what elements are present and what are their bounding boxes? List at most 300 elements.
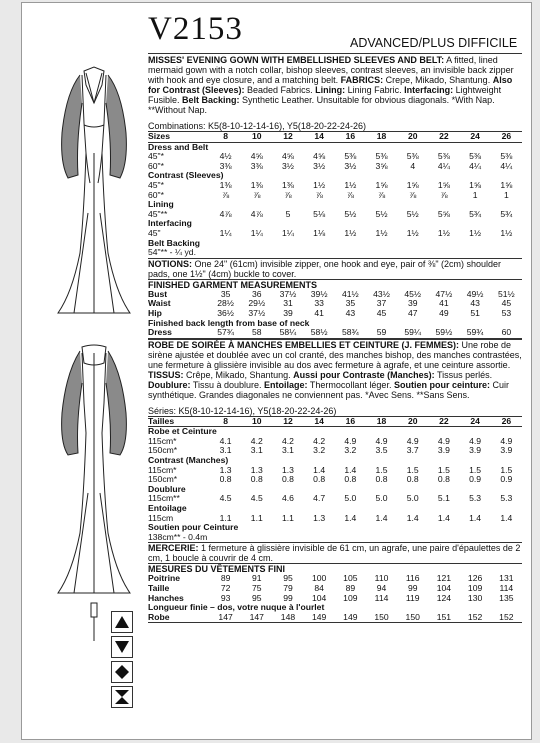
- table-row: [148, 328, 522, 338]
- section-label: Dress and Belt: [148, 141, 209, 152]
- value-cell: 41: [439, 298, 449, 309]
- value-cell: 0.8: [437, 474, 450, 485]
- value-cell: 4.9: [437, 435, 450, 446]
- table-row: [148, 229, 522, 239]
- value-cell: 5⅜: [469, 151, 482, 162]
- value-cell: 5⅜: [375, 151, 388, 162]
- value-cell: 3⅝: [375, 160, 388, 171]
- yardage-table-french: [148, 416, 522, 543]
- value-cell: 35: [220, 288, 231, 299]
- value-cell: 57¾: [210, 328, 241, 338]
- row-label: 138cm** - 0.4m: [148, 531, 208, 542]
- value-cell: 3.1: [219, 445, 232, 456]
- back-view-illustration: [58, 345, 130, 593]
- value-cell: 4.6: [281, 493, 294, 504]
- section-label: Soutien pour Ceinture: [148, 522, 239, 533]
- value-cell: 49: [439, 307, 449, 318]
- value-cell: 1½: [344, 227, 357, 238]
- value-cell: 49½: [466, 288, 484, 299]
- value-cell: 3.1: [250, 445, 263, 456]
- section-row: [148, 171, 522, 181]
- value-cell: 5.3: [469, 493, 482, 504]
- value-cell: ⅞: [440, 189, 448, 200]
- value-cell: 5⅜: [406, 151, 419, 162]
- value-cell: 1.3: [281, 464, 294, 475]
- value-cell: 152: [491, 613, 522, 623]
- value-cell: 45: [376, 307, 387, 318]
- value-cell: 3⅜: [219, 160, 232, 171]
- value-cell: 124: [436, 592, 452, 603]
- value-cell: 39: [283, 307, 293, 318]
- value-cell: 3.7: [406, 445, 419, 456]
- section-label: Doublure: [148, 483, 186, 494]
- value-cell: 41½: [341, 288, 359, 299]
- value-cell: 126: [467, 573, 483, 584]
- table-row: [148, 152, 522, 162]
- value-cell: 150: [366, 613, 397, 623]
- row-label: 115cm**: [148, 493, 180, 504]
- triangle-down-icon: [111, 636, 133, 658]
- value-cell: 84: [314, 583, 324, 593]
- value-cell: 4⅝: [313, 151, 326, 162]
- value-cell: 3.2: [313, 445, 326, 456]
- value-cell: 105: [343, 573, 358, 584]
- section-label: Lining: [148, 199, 174, 210]
- value-cell: 5½: [375, 208, 388, 219]
- value-cell: 1½: [469, 227, 482, 238]
- value-cell: 59: [366, 328, 397, 338]
- column-header: 22: [428, 416, 459, 427]
- value-cell: 4⅞: [219, 208, 232, 219]
- value-cell: 3.1: [281, 445, 294, 456]
- value-cell: 1.4: [344, 512, 357, 523]
- value-cell: 53: [501, 307, 512, 318]
- value-cell: ⅞: [409, 189, 417, 200]
- value-cell: 5.0: [375, 493, 388, 504]
- value-cell: 1.1: [281, 512, 294, 523]
- value-cell: 43½: [373, 288, 390, 299]
- value-cell: 3.5: [375, 445, 388, 456]
- column-header: Tailles: [148, 416, 210, 427]
- section-label: Contrast (Sleeves): [148, 170, 224, 181]
- column-header: 16: [335, 416, 366, 427]
- value-cell: 0.9: [469, 474, 482, 485]
- value-cell: 58¼: [272, 328, 303, 338]
- value-cell: 110: [374, 573, 389, 584]
- value-cell: 1½: [313, 179, 326, 190]
- column-header: 24: [460, 132, 491, 143]
- value-cell: 0.9: [500, 474, 513, 485]
- value-cell: 0.8: [219, 474, 232, 485]
- value-cell: 1⅜: [219, 179, 232, 190]
- section-row: [148, 427, 522, 437]
- value-cell: 59¾: [460, 328, 491, 338]
- value-cell: 4.5: [250, 493, 263, 504]
- table-row: [148, 248, 522, 258]
- value-cell: 59½: [428, 328, 459, 338]
- value-cell: 1⅝: [406, 179, 419, 190]
- table-row: [148, 437, 522, 447]
- value-cell: 58¾: [335, 328, 366, 338]
- value-cell: ⅞: [315, 189, 323, 200]
- section-label: Longueur finie – dos, votre nuque à l'ourlet: [148, 602, 325, 613]
- value-cell: 4.9: [500, 435, 513, 446]
- mesures-title: MESURES DU VÊTEMENTS FINI: [148, 563, 522, 574]
- english-description: MISSES' EVENING GOWN WITH EMBELLISHED SLEEVES AND BELT: A fitted, lined mermaid gown with a notch collar, bishop sleeves, contrast sleeves, an invisible back zipper with hook and eye closure, and a matching belt. FABRICS: Crepe, Mikado, Shantung. Also for Contrast (Sleeves): Beaded Fabrics. Lining: Lining Fabric. Interfacing: Lightweight Fusible. Belt Backing: Synthetic Leather. Unsuitable for obvious diagonals. *With Nap. **Without Nap.: [148, 55, 514, 115]
- value-cell: 5.1: [437, 493, 450, 504]
- front-view-illustration: [58, 67, 130, 313]
- value-cell: 150: [397, 613, 428, 623]
- value-cell: 47: [407, 307, 418, 318]
- column-header: 24: [460, 416, 491, 427]
- value-cell: 75: [252, 583, 262, 593]
- section-row: [148, 485, 522, 495]
- value-cell: 0.8: [375, 474, 388, 485]
- value-cell: 29½: [248, 298, 266, 309]
- value-cell: 47½: [435, 288, 453, 299]
- value-cell: 131: [499, 573, 514, 584]
- value-cell: 1⅝: [437, 179, 450, 190]
- value-cell: 5: [285, 208, 291, 219]
- row-label: 54"** - ¼ yd.: [148, 247, 196, 258]
- value-cell: 1¼: [281, 227, 294, 238]
- value-cell: 109: [343, 592, 358, 603]
- row-label: 150cm*: [148, 445, 178, 456]
- yardage-table-english: [148, 131, 522, 258]
- value-cell: 121: [436, 573, 452, 584]
- table-row: [148, 494, 522, 504]
- row-label: 45": [148, 227, 161, 238]
- value-cell: 3.9: [437, 445, 450, 456]
- value-cell: 3½: [344, 160, 357, 171]
- difficulty-level: ADVANCED/PLUS DIFFICILE: [350, 36, 518, 50]
- column-header: 20: [397, 132, 428, 143]
- value-cell: 4¼: [469, 160, 482, 171]
- belt-illustration: [91, 603, 97, 641]
- value-cell: 37½: [248, 307, 266, 318]
- value-cell: 3.9: [469, 445, 482, 456]
- value-cell: 149: [335, 613, 366, 623]
- column-header: 18: [366, 416, 397, 427]
- value-cell: 72: [220, 583, 231, 593]
- value-cell: 58: [241, 328, 272, 338]
- value-cell: 0.8: [313, 474, 326, 485]
- row-label: 60"*: [148, 189, 164, 200]
- value-cell: 4.1: [219, 435, 232, 446]
- column-header: 26: [491, 132, 522, 143]
- symbol-legend: [111, 611, 133, 711]
- row-label: 115cm*: [148, 435, 177, 446]
- value-cell: 5¾: [469, 208, 482, 219]
- value-cell: 99: [407, 583, 418, 593]
- row-label: Waist: [148, 298, 171, 309]
- value-cell: 99: [283, 592, 293, 603]
- value-cell: ⅞: [222, 189, 230, 200]
- value-cell: 89: [345, 583, 356, 593]
- value-cell: 51: [470, 307, 480, 318]
- value-cell: 4½: [219, 151, 232, 162]
- value-cell: 3.2: [344, 445, 357, 456]
- value-cell: 95: [252, 592, 262, 603]
- value-cell: 1⅜: [281, 179, 294, 190]
- column-header: 12: [272, 416, 303, 427]
- value-cell: 4: [410, 160, 416, 171]
- section-row: [148, 219, 522, 229]
- value-cell: ⅞: [377, 189, 386, 200]
- value-cell: 4¼: [500, 160, 513, 171]
- value-cell: 4.9: [469, 435, 482, 446]
- value-cell: 39½: [310, 288, 328, 299]
- column-header: 18: [366, 132, 397, 143]
- value-cell: 51½: [497, 288, 515, 299]
- column-header: 8: [210, 132, 241, 143]
- row-label: Poitrine: [148, 573, 180, 584]
- value-cell: 93: [220, 592, 231, 603]
- table-row: [148, 574, 522, 584]
- value-cell: 3½: [313, 160, 326, 171]
- table-row: [148, 533, 522, 543]
- value-cell: 114: [374, 592, 389, 603]
- value-cell: 1½: [437, 227, 450, 238]
- value-cell: 39: [407, 298, 418, 309]
- section-row: [148, 200, 522, 210]
- table-row: [148, 299, 522, 309]
- row-label: 45"*: [148, 179, 164, 190]
- diamond-icon: [111, 661, 133, 683]
- value-cell: 100: [311, 573, 327, 584]
- column-header: 10: [241, 416, 272, 427]
- finished-measurements-english: [148, 290, 522, 339]
- finished-measurements-french: [148, 574, 522, 623]
- value-cell: 5.3: [500, 493, 513, 504]
- table-row: [148, 466, 522, 476]
- value-cell: 95: [283, 573, 293, 584]
- value-cell: 79: [283, 583, 293, 593]
- section-row: [148, 603, 522, 613]
- value-cell: 152: [460, 613, 491, 623]
- value-cell: 59¼: [397, 328, 428, 338]
- value-cell: 0.8: [250, 474, 263, 485]
- section-label: Belt Backing: [148, 237, 201, 248]
- value-cell: 5⅝: [437, 208, 450, 219]
- value-cell: 135: [499, 592, 514, 603]
- section-row: [148, 239, 522, 249]
- value-cell: 147: [241, 613, 272, 623]
- value-cell: ⅞: [284, 189, 292, 200]
- notions: NOTIONS: One 24" (61cm) invisible zipper, one hook and eye, pair of ⅜" (2cm) shoulder pads, one 1½" (4cm) buckle to cover.: [148, 258, 522, 279]
- value-cell: 149: [304, 613, 335, 623]
- value-cell: 58½: [304, 328, 335, 338]
- value-cell: 5½: [406, 208, 419, 219]
- row-label: Taille: [148, 583, 170, 593]
- section-label: Interfacing: [148, 218, 192, 229]
- row-label: 115cm*: [148, 464, 177, 475]
- value-cell: 3⅜: [250, 160, 263, 171]
- value-cell: 4.2: [250, 435, 263, 446]
- value-cell: 1.3: [250, 464, 263, 475]
- row-label: Hip: [148, 307, 162, 318]
- hourglass-icon: [111, 686, 133, 708]
- value-cell: 37½: [279, 288, 297, 299]
- table-row: [148, 290, 522, 300]
- table-row: [148, 210, 522, 220]
- value-cell: 116: [405, 573, 420, 584]
- value-cell: 28½: [217, 298, 234, 309]
- value-cell: 1⅝: [500, 179, 513, 190]
- pattern-number: V2153: [148, 11, 243, 47]
- value-cell: 37: [376, 298, 387, 309]
- value-cell: 5½: [344, 208, 357, 219]
- value-cell: 31: [283, 298, 293, 309]
- value-cell: 0.8: [344, 474, 357, 485]
- table-header-row: [148, 416, 522, 427]
- value-cell: 5⅛: [313, 208, 326, 219]
- column-header: 14: [304, 416, 335, 427]
- table-row: [148, 181, 522, 191]
- value-cell: 5⅜: [500, 151, 513, 162]
- value-cell: 1.5: [437, 464, 450, 475]
- value-cell: 1: [472, 189, 478, 200]
- row-label: Robe: [148, 613, 210, 623]
- column-header: 8: [210, 416, 241, 427]
- value-cell: 1½: [500, 227, 513, 238]
- value-cell: 0.8: [281, 474, 294, 485]
- row-label: 45"*: [148, 151, 164, 162]
- value-cell: 4⅝: [250, 151, 263, 162]
- section-label: Robe et Ceinture: [148, 426, 217, 437]
- value-cell: 45: [501, 298, 512, 309]
- section-row: [148, 504, 522, 514]
- value-cell: 4.9: [406, 435, 419, 446]
- column-header: 20: [397, 416, 428, 427]
- value-cell: 1½: [344, 179, 357, 190]
- table-row: [148, 584, 522, 594]
- value-cell: 114: [499, 583, 514, 593]
- triangle-up-icon: [111, 611, 133, 633]
- value-cell: 151: [428, 613, 459, 623]
- value-cell: 119: [405, 592, 420, 603]
- pattern-envelope-back: [21, 2, 532, 740]
- value-cell: 1.4: [406, 512, 419, 523]
- french-description: ROBE DE SOIRÉE À MANCHES EMBELLIES ET CEINTURE (J. FEMMES): Une robe de sirène ajustée et doublée avec un col cranté, des manches bishop, des manches contrastées, une fermeture à glissière invisible au dos avec fermeture à agrafe, et une ceinture assortie. TISSUS: Crêpe, Mikado, Shantung. Aussi pour Contraste (Manches): Tissus perlés. Doublure: Tissu à doublure. Entoilage: Thermocollant léger. Soutien pour ceinture: Cuir synthétique. Grandes diagonales ne conviennent pas. *Avec Sens. **Sans Sens.: [148, 339, 522, 400]
- value-cell: 45½: [404, 288, 422, 299]
- value-cell: 5.0: [344, 493, 357, 504]
- value-cell: 1⅝: [469, 179, 482, 190]
- value-cell: 1.5: [406, 464, 419, 475]
- value-cell: 104: [311, 592, 327, 603]
- row-label: 115cm: [148, 512, 174, 523]
- value-cell: 1.1: [250, 512, 263, 523]
- value-cell: 1⅜: [250, 179, 263, 190]
- column-header: 10: [241, 132, 272, 143]
- value-cell: 1.4: [375, 512, 388, 523]
- value-cell: 1.4: [500, 512, 513, 523]
- value-cell: 1⅝: [375, 179, 388, 190]
- value-cell: 3.9: [500, 445, 513, 456]
- section-label: Contrast (Manches): [148, 455, 229, 466]
- column-header: Sizes: [148, 132, 210, 143]
- value-cell: 1.4: [313, 464, 326, 475]
- value-cell: 35: [345, 298, 356, 309]
- value-cell: 1.4: [344, 464, 357, 475]
- value-cell: 0.8: [406, 474, 419, 485]
- value-cell: 5¾: [500, 208, 513, 219]
- combinations: Combinations: K5(8-10-12-14-16), Y5(18-20-22-24-26): [148, 121, 366, 131]
- row-label: 45"**: [148, 208, 168, 219]
- value-cell: 4¼: [437, 160, 450, 171]
- value-cell: 94: [376, 583, 387, 593]
- value-cell: 4.7: [313, 493, 326, 504]
- value-cell: 4⅞: [250, 208, 263, 219]
- value-cell: 91: [252, 573, 262, 584]
- value-cell: 109: [467, 583, 483, 593]
- value-cell: 4.2: [313, 435, 326, 446]
- value-cell: 5⅜: [344, 151, 357, 162]
- value-cell: 89: [220, 573, 231, 584]
- section-row: [148, 319, 522, 329]
- mercerie: MERCERIE: 1 fermeture à glissière invisible de 61 cm, un agrafe, une paire d'épaulettes de 2 cm, 1 boucle à couvrir de 4 cm.: [148, 543, 521, 564]
- value-cell: 1⅛: [313, 227, 326, 238]
- value-cell: 1.4: [437, 512, 450, 523]
- value-cell: 104: [436, 583, 452, 593]
- finished-measurements-title: FINISHED GARMENT MEASUREMENTS: [148, 279, 522, 290]
- value-cell: 4.2: [281, 435, 294, 446]
- row-label: Hanches: [148, 592, 184, 603]
- row-label: Dress: [148, 328, 210, 338]
- value-cell: 1.5: [469, 464, 482, 475]
- header-rule: [148, 53, 522, 54]
- table-row: [148, 613, 522, 623]
- value-cell: 148: [272, 613, 303, 623]
- garment-title: MISSES' EVENING GOWN WITH EMBELLISHED SLEEVES AND BELT:: [148, 55, 445, 65]
- value-cell: 43: [470, 298, 480, 309]
- table-header-row: [148, 132, 522, 143]
- value-cell: 4.5: [219, 493, 232, 504]
- value-cell: 4.9: [375, 435, 388, 446]
- value-cell: 1.5: [500, 464, 513, 475]
- value-cell: 43: [345, 307, 356, 318]
- row-label: 60"*: [148, 160, 164, 171]
- section-row: [148, 456, 522, 466]
- value-cell: 4⅝: [281, 151, 294, 162]
- value-cell: 33: [314, 298, 324, 309]
- value-cell: 36½: [217, 307, 234, 318]
- value-cell: 1.3: [219, 464, 232, 475]
- value-cell: ⅞: [346, 189, 354, 200]
- value-cell: 130: [467, 592, 483, 603]
- instructions-content: [148, 55, 522, 623]
- value-cell: 5⅜: [437, 151, 450, 162]
- value-cell: 1.4: [469, 512, 482, 523]
- value-cell: ⅞: [253, 189, 261, 200]
- gown-illustrations: [44, 63, 144, 643]
- column-header: 26: [491, 416, 522, 427]
- column-header: 14: [304, 132, 335, 143]
- table-row: [148, 475, 522, 485]
- series: Séries: K5(8-10-12-14-16), Y5(18-20-22-24-26): [148, 405, 337, 416]
- value-cell: 1.3: [313, 512, 326, 523]
- value-cell: 1¼: [219, 227, 232, 238]
- value-cell: 147: [210, 613, 241, 623]
- value-cell: 3½: [281, 160, 294, 171]
- table-row: [148, 191, 522, 201]
- value-cell: 1: [503, 189, 509, 200]
- value-cell: 60: [491, 328, 522, 338]
- value-cell: 5.0: [406, 493, 419, 504]
- value-cell: 1.1: [219, 512, 232, 523]
- row-label: 150cm*: [148, 474, 178, 485]
- value-cell: 1.5: [375, 464, 388, 475]
